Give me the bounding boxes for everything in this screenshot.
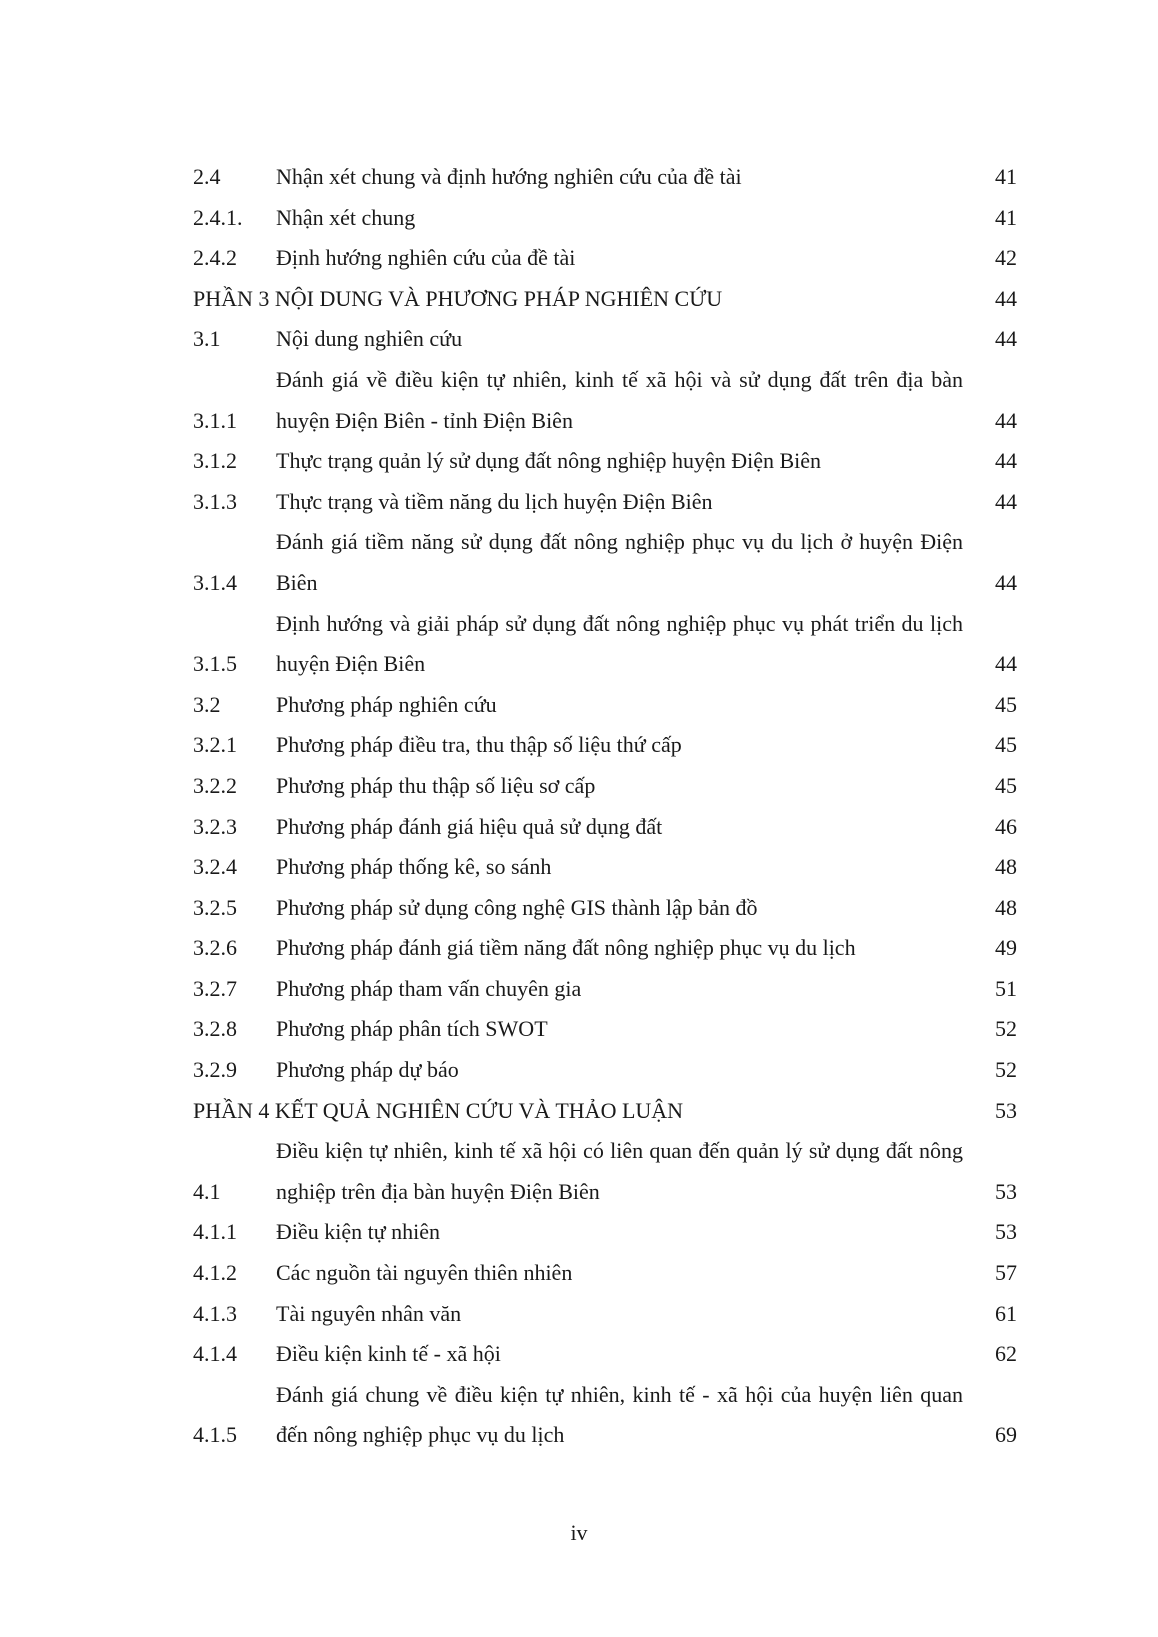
toc-page-number: 44 bbox=[995, 407, 1017, 433]
toc-page-number: 53 bbox=[995, 1097, 1017, 1123]
toc-entry[interactable] bbox=[193, 157, 1017, 198]
toc-page-number: 44 bbox=[995, 285, 1017, 311]
toc-entry-title: Định hướng và giải pháp sử dụng đất nông nghiệp phục vụ phát triển du lịch huyện Điện Biên bbox=[276, 610, 963, 677]
toc-entry-title: Phương pháp dự báo bbox=[276, 1057, 459, 1083]
toc-entry[interactable] bbox=[193, 198, 1017, 239]
toc-entry[interactable] bbox=[193, 1212, 1017, 1253]
toc-page-number: 44 bbox=[995, 651, 1017, 677]
toc-entry-title: Nhận xét chung bbox=[276, 204, 416, 230]
toc-entry-number: 2.4.2 bbox=[193, 245, 237, 271]
toc-entry[interactable] bbox=[193, 1294, 1017, 1335]
toc-page-number: 48 bbox=[995, 854, 1017, 880]
toc-entry-number: 3.1 bbox=[193, 326, 221, 352]
toc-entry-number: 3.1.1 bbox=[193, 407, 237, 433]
toc-entry[interactable] bbox=[193, 1131, 1017, 1212]
toc-page-number: 44 bbox=[995, 326, 1017, 352]
toc-entry-title: Thực trạng và tiềm năng du lịch huyện Điện Biên bbox=[276, 488, 713, 514]
toc-entry-title: Phương pháp thống kê, so sánh bbox=[276, 854, 552, 880]
toc-entry-number: 3.1.5 bbox=[193, 651, 237, 677]
table-of-contents bbox=[193, 157, 1017, 1456]
toc-entry-title: Các nguồn tài nguyên thiên nhiên bbox=[276, 1260, 573, 1286]
toc-page-number: 61 bbox=[995, 1300, 1017, 1326]
toc-entry-number: 2.4.1. bbox=[193, 204, 243, 230]
toc-entry-title: Phương pháp điều tra, thu thập số liệu thứ cấp bbox=[276, 732, 682, 758]
toc-heading-title: PHẦN 4 KẾT QUẢ NGHIÊN CỨU VÀ THẢO LUẬN bbox=[193, 1097, 684, 1123]
toc-page-number: 53 bbox=[995, 1219, 1017, 1245]
toc-page-number: 51 bbox=[995, 975, 1017, 1001]
toc-entry-number: 4.1.3 bbox=[193, 1300, 237, 1326]
toc-entry[interactable] bbox=[193, 1375, 1017, 1456]
toc-entry[interactable] bbox=[193, 847, 1017, 888]
toc-page-number: 53 bbox=[995, 1178, 1017, 1204]
toc-entry-title: Thực trạng quản lý sử dụng đất nông nghiệp huyện Điện Biên bbox=[276, 448, 822, 474]
toc-page-number: 44 bbox=[995, 488, 1017, 514]
toc-entry-number: 4.1.1 bbox=[193, 1219, 237, 1245]
toc-entry[interactable] bbox=[193, 969, 1017, 1010]
toc-entry[interactable] bbox=[193, 725, 1017, 766]
toc-entry[interactable] bbox=[193, 319, 1017, 360]
toc-entry[interactable] bbox=[193, 522, 1017, 603]
toc-entry[interactable] bbox=[193, 360, 1017, 441]
toc-entry-title: Điều kiện tự nhiên, kinh tế xã hội có liên quan đến quản lý sử dụng đất nông nghiệp trên địa bàn huyện Điện Biên bbox=[276, 1138, 963, 1204]
toc-entry-number: 3.2.6 bbox=[193, 935, 237, 961]
toc-entry-title: Nhận xét chung và định hướng nghiên cứu của đề tài bbox=[276, 164, 742, 189]
toc-entry[interactable] bbox=[193, 1334, 1017, 1375]
toc-entry-number: 3.2.8 bbox=[193, 1016, 237, 1042]
toc-entry[interactable] bbox=[193, 1253, 1017, 1294]
toc-entry-number: 4.1.5 bbox=[193, 1422, 237, 1448]
toc-entry[interactable] bbox=[193, 1009, 1017, 1050]
toc-entry[interactable] bbox=[193, 604, 1017, 685]
toc-entry-title: Đánh giá chung về điều kiện tự nhiên, kinh tế - xã hội của huyện liên quan đến nông nghiệp phục vụ du lịch bbox=[276, 1381, 963, 1448]
toc-entry-number: 3.2 bbox=[193, 691, 221, 717]
toc-entry-number: 3.2.7 bbox=[193, 975, 237, 1001]
toc-page-number: 62 bbox=[995, 1341, 1017, 1367]
toc-page-number: 52 bbox=[995, 1016, 1017, 1042]
toc-entry-title: Nội dung nghiên cứu bbox=[276, 326, 463, 352]
toc-entry-number: 3.2.3 bbox=[193, 813, 237, 839]
toc-page-number: 42 bbox=[995, 245, 1017, 271]
toc-entry[interactable] bbox=[193, 685, 1017, 726]
toc-entry-number: 3.1.4 bbox=[193, 569, 237, 595]
toc-entry[interactable] bbox=[193, 766, 1017, 807]
toc-page-number: 48 bbox=[995, 894, 1017, 920]
toc-entry[interactable] bbox=[193, 441, 1017, 482]
toc-page-number: 45 bbox=[995, 691, 1017, 717]
toc-entry-title: Phương pháp thu thập số liệu sơ cấp bbox=[276, 772, 596, 798]
toc-entry[interactable] bbox=[193, 888, 1017, 929]
toc-page-number: 69 bbox=[995, 1422, 1017, 1448]
toc-page-number: 52 bbox=[995, 1057, 1017, 1083]
toc-entry-number: 4.1 bbox=[193, 1178, 221, 1204]
toc-page-number: 45 bbox=[995, 732, 1017, 758]
page-number: iv bbox=[570, 1520, 588, 1545]
toc-entry-number: 3.1.2 bbox=[193, 448, 237, 474]
toc-entry-title: Phương pháp sử dụng công nghệ GIS thành lập bản đồ bbox=[276, 894, 758, 920]
toc-entry-number: 3.2.4 bbox=[193, 854, 237, 880]
toc-entry-title: Định hướng nghiên cứu của đề tài bbox=[276, 245, 576, 271]
toc-page-number: 46 bbox=[995, 813, 1017, 839]
toc-entry-title: Phương pháp đánh giá tiềm năng đất nông nghiệp phục vụ du lịch bbox=[276, 935, 856, 961]
toc-page-number: 49 bbox=[995, 935, 1017, 961]
toc-page-number: 41 bbox=[995, 164, 1017, 189]
toc-entry[interactable] bbox=[193, 1050, 1017, 1091]
toc-entry-title: Phương pháp đánh giá hiệu quả sử dụng đất bbox=[276, 813, 663, 839]
toc-entry-number: 3.2.1 bbox=[193, 732, 237, 758]
toc-entry[interactable] bbox=[193, 928, 1017, 969]
toc-entry-number: 3.1.3 bbox=[193, 488, 237, 514]
toc-entry[interactable] bbox=[193, 238, 1017, 279]
toc-page-number: 44 bbox=[995, 448, 1017, 474]
toc-heading-title: PHẦN 3 NỘI DUNG VÀ PHƯƠNG PHÁP NGHIÊN CỨU bbox=[193, 285, 723, 311]
toc-entry-title: Phương pháp tham vấn chuyên gia bbox=[276, 975, 582, 1001]
toc-entry-number: 3.2.9 bbox=[193, 1057, 237, 1083]
toc-entry-title: Phương pháp nghiên cứu bbox=[276, 691, 497, 717]
toc-entry-number: 2.4 bbox=[193, 164, 221, 189]
toc-entry-title: Điều kiện tự nhiên bbox=[276, 1219, 441, 1245]
toc-entry-title: Tài nguyên nhân văn bbox=[276, 1300, 462, 1326]
toc-entry-title: Đánh giá tiềm năng sử dụng đất nông nghiệp phục vụ du lịch ở huyện Điện Biên bbox=[276, 529, 963, 595]
toc-entry-number: 3.2.5 bbox=[193, 894, 237, 920]
toc-entry-title: Phương pháp phân tích SWOT bbox=[276, 1016, 548, 1042]
toc-entry-title: Đánh giá về điều kiện tự nhiên, kinh tế xã hội và sử dụng đất trên địa bàn huyện Điện Biên - tỉnh Điện Biên bbox=[276, 366, 963, 433]
toc-heading[interactable] bbox=[193, 1091, 1017, 1132]
toc-entry-number: 3.2.2 bbox=[193, 772, 237, 798]
toc-entry[interactable] bbox=[193, 482, 1017, 523]
toc-page-number: 44 bbox=[995, 569, 1017, 595]
toc-page-number: 45 bbox=[995, 772, 1017, 798]
toc-heading[interactable] bbox=[193, 279, 1017, 320]
toc-entry-number: 4.1.2 bbox=[193, 1260, 237, 1286]
toc-page-number: 41 bbox=[995, 204, 1017, 230]
toc-entry[interactable] bbox=[193, 807, 1017, 848]
toc-page-number: 57 bbox=[995, 1260, 1017, 1286]
toc-entry-title: Điều kiện kinh tế - xã hội bbox=[276, 1341, 501, 1367]
toc-entry-number: 4.1.4 bbox=[193, 1341, 237, 1367]
